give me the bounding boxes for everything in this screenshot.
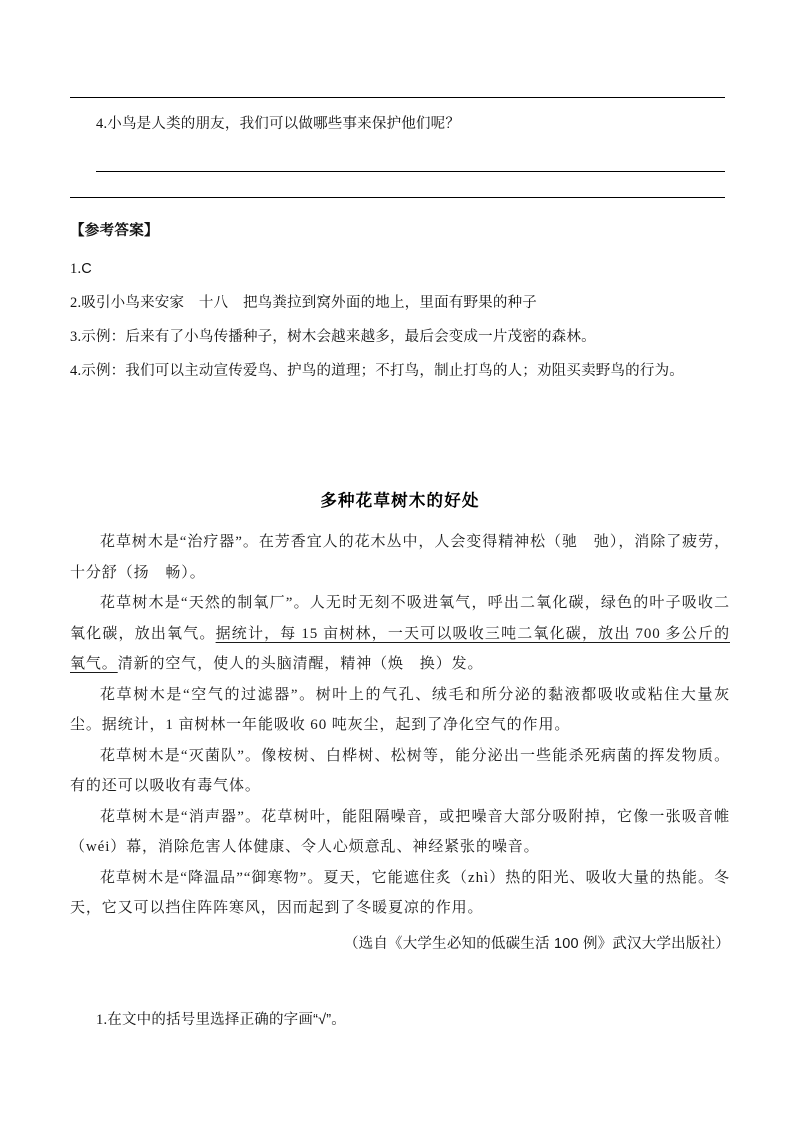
paragraph-segment: 花草树木是“消声器”。花草树叶，能阻隔噪音，或把噪音大部分吸附掉，它像一张吸音帷（wéi）幕，消除危害人体健康、令人心烦意乱、神经紧张的噪音。	[70, 808, 730, 855]
paragraph-segment: 花草树木是“治疗器”。在芳香宜人的花木丛中，人会变得精神松（驰 弛），消除了疲劳，十分舒（扬 畅）。	[70, 534, 730, 581]
paragraph-segment: 花草树木是“天然的制氧厂”。人无时无刻不吸进氧气，呼出二氧化碳，绿色的叶子吸收二氧化碳，放出氧气。	[70, 595, 730, 642]
answer-text: C	[81, 261, 92, 277]
article-paragraph	[70, 741, 730, 802]
top-question	[96, 112, 460, 133]
answer-number: 2.	[70, 295, 82, 311]
bottom-question	[96, 1008, 346, 1029]
article-paragraph	[70, 588, 730, 680]
answer-item	[70, 322, 730, 352]
answer-text: 示例：后来有了小鸟传播种子，树木会越来越多，最后会变成一片茂密的森林。	[81, 329, 596, 345]
paragraph-segment-underlined: 据统计，每 15 亩树林，一天可以吸收三吨二氧化碳，放出 700 多公斤的氧气。	[70, 625, 730, 672]
article-paragraph	[70, 863, 730, 924]
bottom-question-number: 1.	[96, 1012, 108, 1028]
answer-text: 吸引小鸟来安家 十八 把鸟粪拉到窝外面的地上，里面有野果的种子	[81, 295, 537, 311]
answer-rule-top	[70, 97, 725, 98]
article-source-citation: （选自《大学生必知的低碳生活 100 例》武汉大学出版社）	[343, 935, 730, 952]
top-question-text: 小鸟是人类的朋友，我们可以做哪些事来保护他们呢？	[107, 116, 461, 132]
answer-item	[70, 254, 730, 284]
answer-key-heading: 【参考答案】	[70, 223, 159, 239]
paragraph-segment: 花草树木是“降温品”“御寒物”。夏天，它能遮住炙（zhì）热的阳光、吸收大量的热能。冬天，它又可以挡住阵阵寒风，因而起到了冬暖夏凉的作用。	[70, 869, 730, 916]
answer-rule-bottom	[70, 197, 725, 198]
top-question-number: 4.	[96, 116, 108, 132]
answer-number: 3.	[70, 329, 82, 345]
paragraph-segment: 花草树木是“空气的过滤器”。树叶上的气孔、绒毛和所分泌的黏液都吸收或粘住大量灰尘。据统计，1 亩树林一年能吸收 60 吨灰尘，起到了净化空气的作用。	[70, 686, 730, 733]
article-title: 多种花草树木的好处	[320, 492, 480, 510]
answer-item	[70, 356, 730, 386]
paragraph-segment: 清新的空气，使人的头脑清醒，精神（焕 换）发。	[117, 656, 484, 672]
answer-key-section	[70, 219, 730, 390]
answer-rule-middle	[96, 171, 725, 172]
answer-number: 1.	[70, 261, 82, 277]
answer-text: 示例：我们可以主动宣传爱鸟、护鸟的道理；不打鸟，制止打鸟的人；劝阻买卖野鸟的行为。	[81, 363, 684, 379]
article-paragraph	[70, 680, 730, 741]
article-section	[70, 487, 730, 953]
article-paragraph	[70, 802, 730, 863]
answer-item	[70, 288, 730, 318]
paragraph-segment: 花草树木是“灭菌队”。像桉树、白桦树、松树等，能分泌出一些能杀死病菌的挥发物质。有的还可以吸收有毒气体。	[70, 747, 730, 794]
bottom-question-text: 在文中的括号里选择正确的字画“√”。	[107, 1012, 346, 1028]
article-paragraph	[70, 527, 730, 588]
answer-number: 4.	[70, 363, 82, 379]
